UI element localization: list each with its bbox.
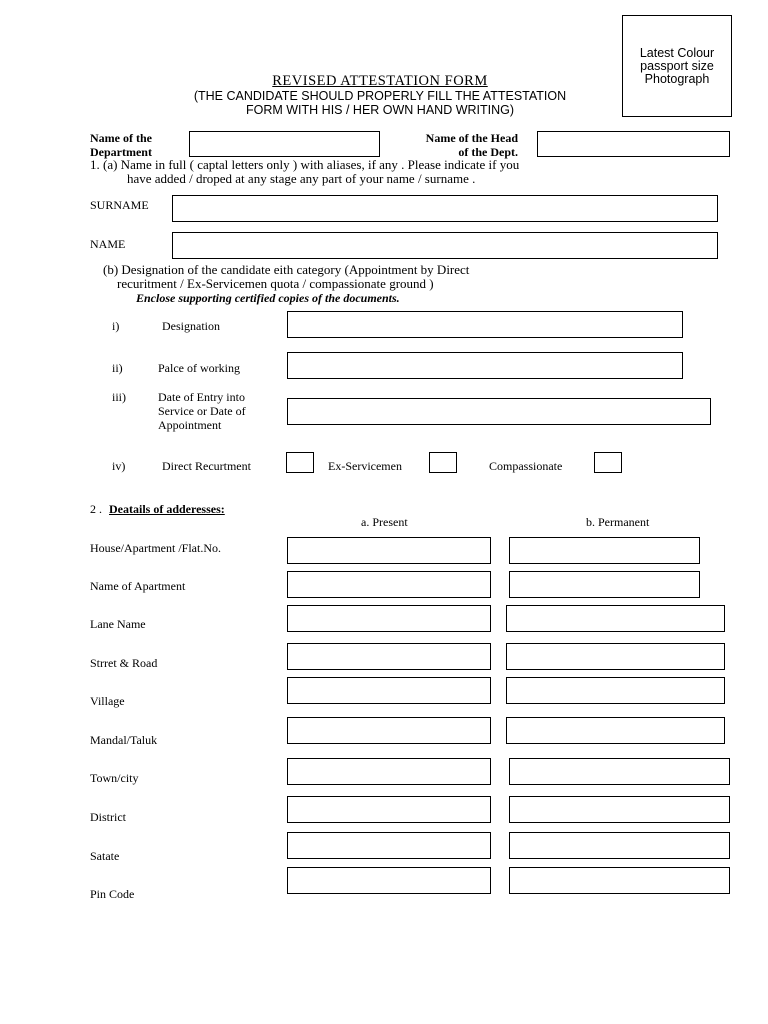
direct-recruitment-label: Direct Recurtment [162,459,251,473]
present-column-header: a. Present [361,515,408,529]
state-present-field[interactable] [287,832,491,859]
village-permanent-field[interactable] [506,677,725,704]
house-label: House/Apartment /Flat.No. [90,541,221,555]
street-label: Strret & Road [90,656,158,670]
permanent-column-header: b. Permanent [586,515,650,529]
date-of-entry-field[interactable] [287,398,711,425]
item-iii-num: iii) [112,390,126,404]
department-field[interactable] [189,131,380,157]
town-present-field[interactable] [287,758,491,785]
section1-a-text: 1. (a) Name in full ( captal letters only ) with aliases, if any . Please indicate if you have added / droped at any stage any part of your name / surname . [90,157,520,186]
house-permanent-field[interactable] [509,537,700,564]
direct-recruitment-checkbox[interactable] [286,452,314,473]
house-present-field[interactable] [287,537,491,564]
photo-box [622,15,732,117]
form-title: REVISED ATTESTATION FORM [272,73,488,89]
designation-field[interactable] [287,311,683,338]
district-label: District [90,810,126,824]
section1-b-text: (b) Designation of the candidate eith category (Appointment by Direct recuritment / Ex-Servicemen quota / compassionate ground ) [103,262,470,291]
town-label: Town/city [90,771,139,785]
lane-present-field[interactable] [287,605,491,632]
item-ii-num: ii) [112,361,123,375]
place-of-working-label: Palce of working [158,361,240,375]
street-present-field[interactable] [287,643,491,670]
section1-b-note: Enclose supporting certified copies of the documents. [136,291,400,305]
lane-label: Lane Name [90,617,146,631]
apartment-label: Name of Apartment [90,579,186,593]
lane-permanent-field[interactable] [506,605,725,632]
name-field[interactable] [172,232,718,259]
mandal-permanent-field[interactable] [506,717,725,744]
head-of-dept-label: Name of the Head of the Dept. [425,131,518,159]
compassionate-checkbox[interactable] [594,452,622,473]
surname-label: SURNAME [90,198,149,212]
apartment-present-field[interactable] [287,571,491,598]
town-permanent-field[interactable] [509,758,730,785]
village-label: Village [90,694,125,708]
compassionate-label: Compassionate [489,459,563,473]
state-label: Satate [90,849,120,863]
street-permanent-field[interactable] [506,643,725,670]
village-present-field[interactable] [287,677,491,704]
district-present-field[interactable] [287,796,491,823]
pin-code-permanent-field[interactable] [509,867,730,894]
pin-code-present-field[interactable] [287,867,491,894]
item-iv-num: iv) [112,459,126,473]
designation-label: Designation [162,319,220,333]
mandal-label: Mandal/Taluk [90,733,158,747]
ex-servicemen-label: Ex-Servicemen [328,459,402,473]
date-of-entry-label: Date of Entry into Service or Date of Appointment [158,390,246,432]
name-label: NAME [90,237,126,251]
item-i-num: i) [112,319,120,333]
section2-heading: 2 . Deatails of adderesses: [90,502,225,516]
apartment-permanent-field[interactable] [509,571,700,598]
mandal-present-field[interactable] [287,717,491,744]
head-of-dept-field[interactable] [537,131,730,157]
district-permanent-field[interactable] [509,796,730,823]
pin-code-label: Pin Code [90,887,135,901]
place-of-working-field[interactable] [287,352,683,379]
state-permanent-field[interactable] [509,832,730,859]
photo-box-label: Latest Colour passport size Photograph [639,45,715,86]
form-instruction: (THE CANDIDATE SHOULD PROPERLY FILL THE ATTESTATION FORM WITH HIS / HER OWN HAND WRITING) [193,89,567,117]
ex-servicemen-checkbox[interactable] [429,452,457,473]
surname-field[interactable] [172,195,718,222]
department-label: Name of the Department [90,131,152,159]
